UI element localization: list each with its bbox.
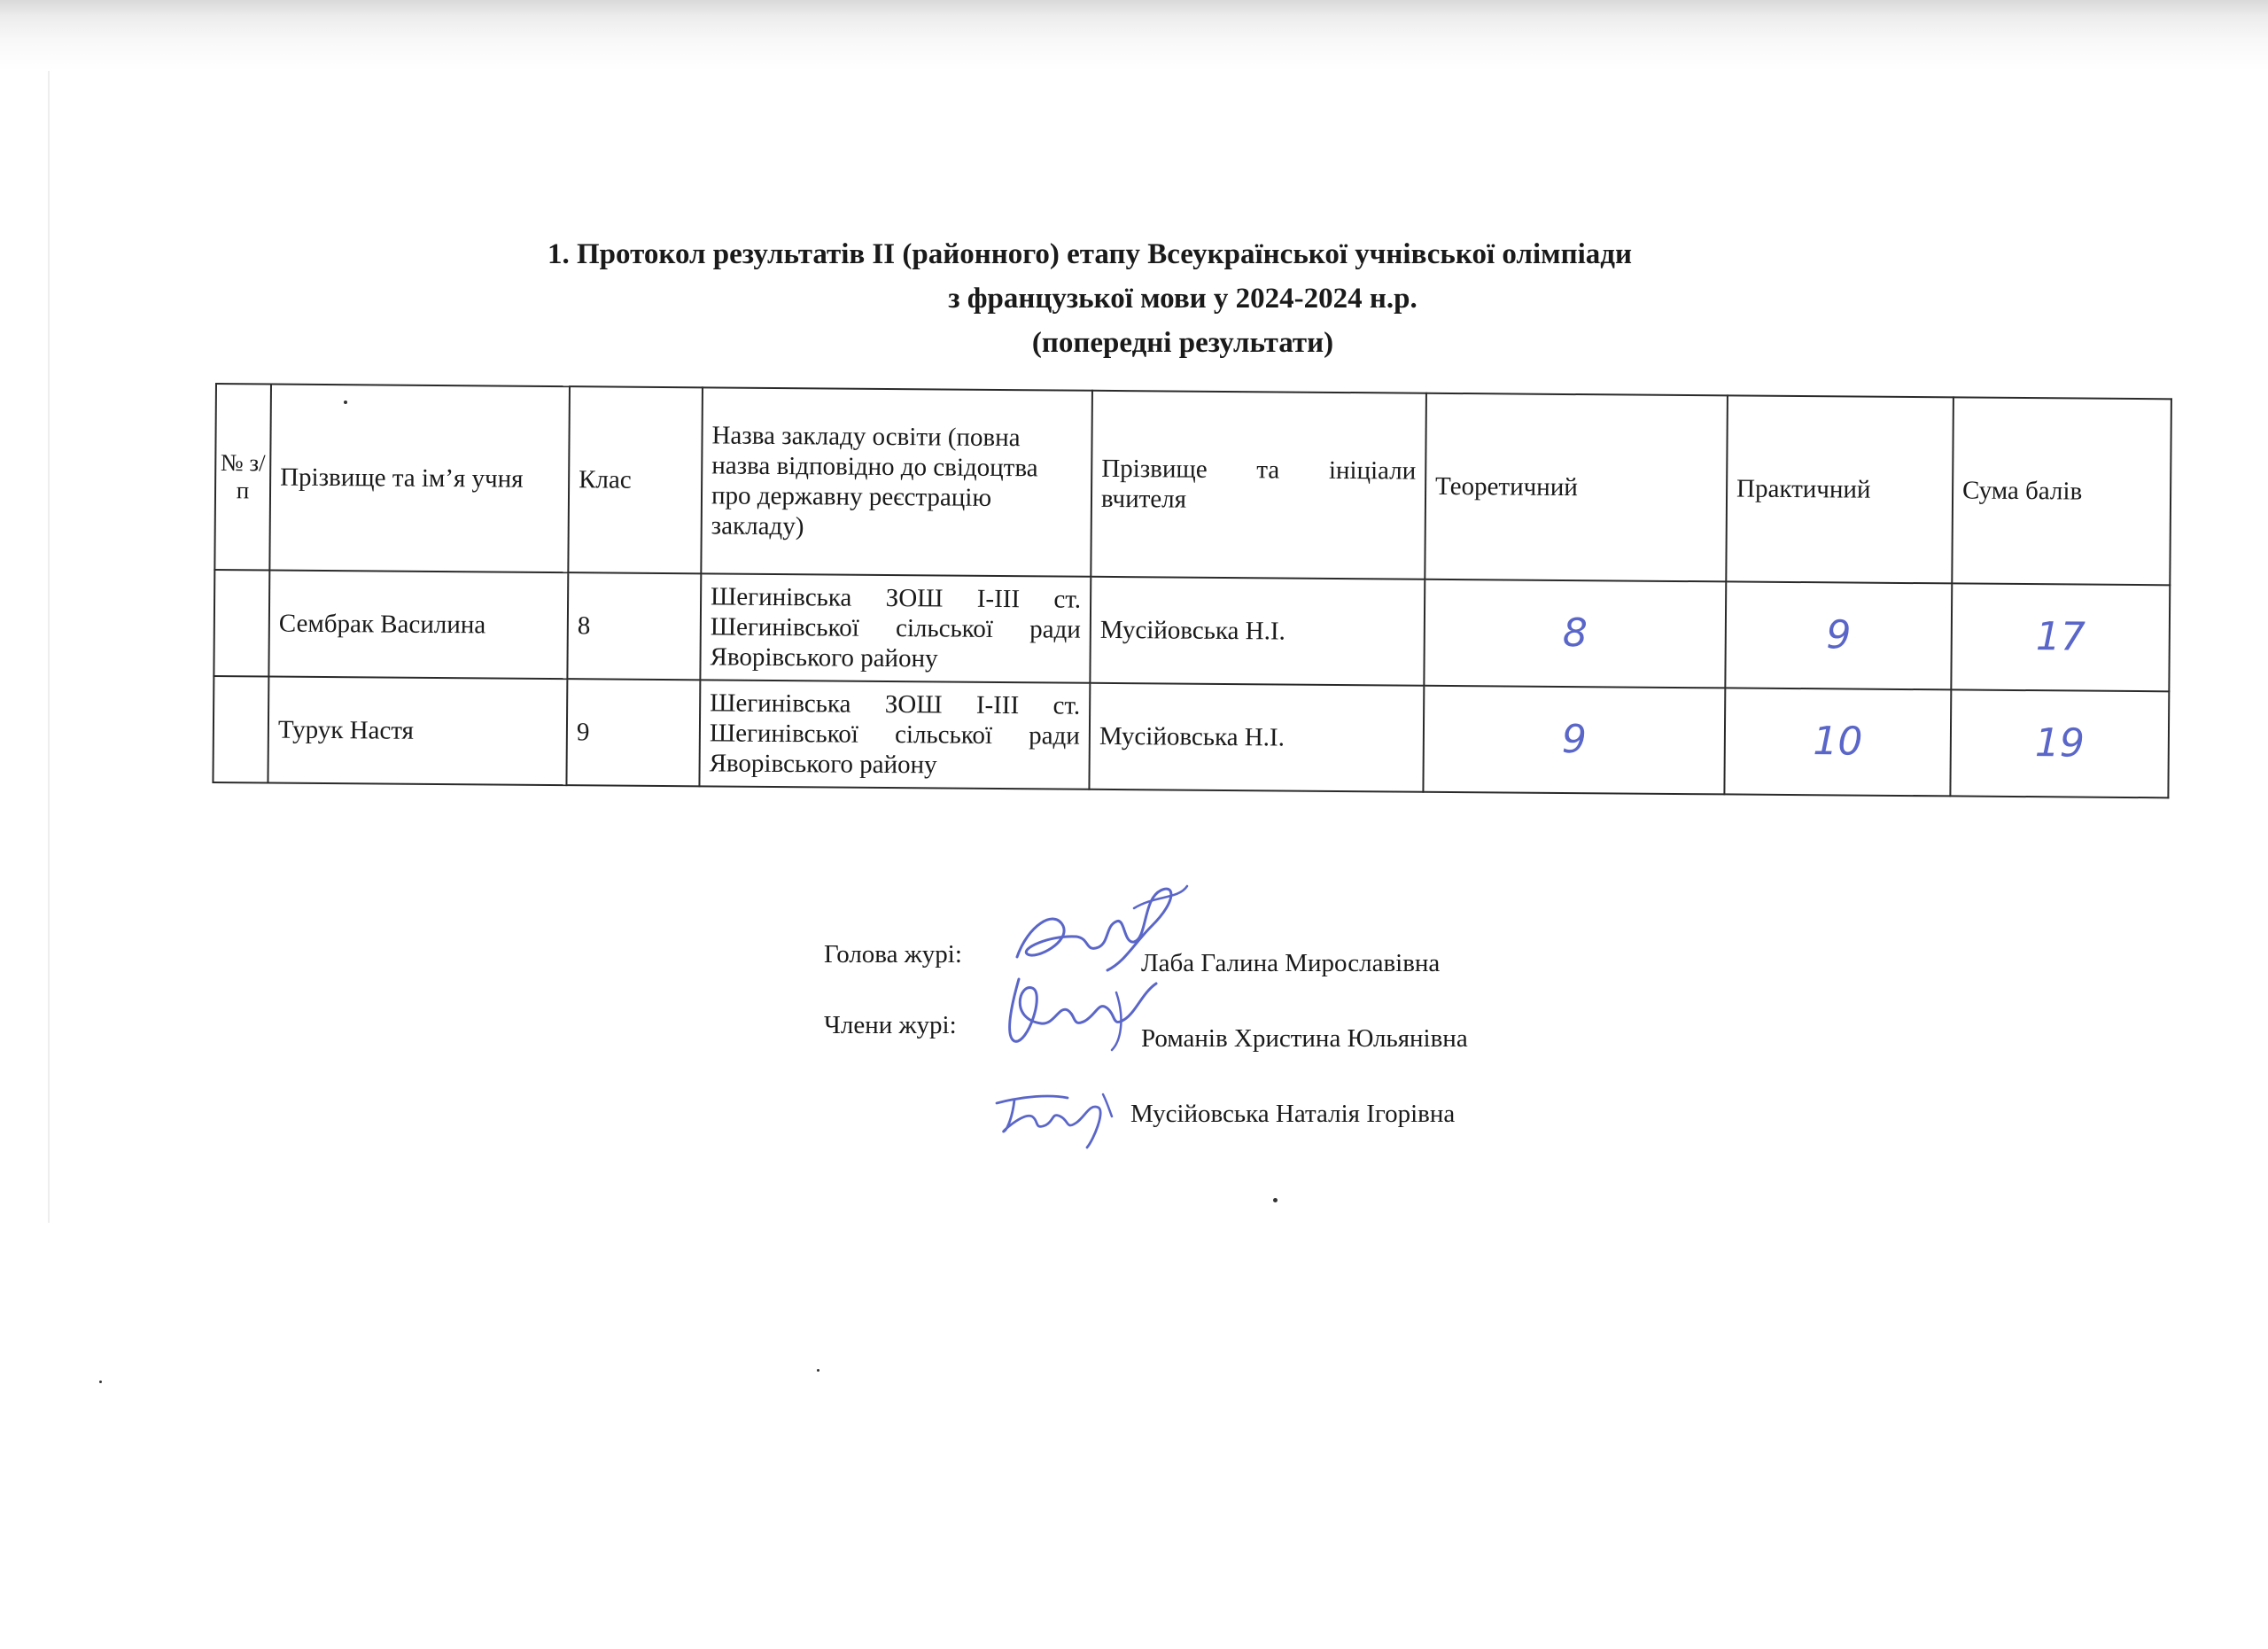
cell-theoretical-score: 9 — [1423, 686, 1725, 795]
title-line-2: з французької мови у 2024-2024 н.р. — [948, 283, 1418, 315]
jury-member-1: Романів Христина Юльянівна — [1141, 1024, 1468, 1053]
results-table — [212, 383, 2171, 798]
header-num: № з/п — [214, 384, 271, 570]
cell-theoretical-score: 8 — [1424, 579, 1726, 688]
cell-teacher: Мусійовська Н.І. — [1090, 577, 1425, 686]
cell-teacher: Мусійовська Н.І. — [1089, 683, 1424, 792]
header-practical: Практичний — [1726, 395, 1953, 583]
jury-member-2: Мусійовська Наталія Ігорівна — [1130, 1100, 1456, 1128]
header-school: Назва закладу освіти (повна назва відповідно до свідоцтва про державну реєстрацію закладу) — [701, 387, 1092, 576]
title-line-1: 1. Протокол результатів ІІ (районного) етапу Всеукраїнської учнівської олімпіади — [548, 238, 1632, 270]
table-header-row — [214, 384, 2171, 585]
page-title — [0, 232, 2268, 365]
table-row — [214, 570, 2170, 691]
table-row — [213, 676, 2169, 797]
cell-grade: 9 — [566, 679, 700, 786]
cell-grade: 8 — [567, 572, 701, 680]
cell-num — [213, 676, 268, 782]
jury-members-label: Члени журі: — [824, 1011, 957, 1039]
cell-total-score: 17 — [1951, 583, 2170, 691]
header-teacher: Прізвище та ініціали вчителя — [1091, 391, 1426, 579]
scan-speck — [99, 1381, 102, 1383]
scan-shadow-top — [0, 0, 2268, 71]
jury-head-name: Лаба Галина Мирославівна — [1141, 949, 1441, 977]
scan-speck — [1273, 1198, 1278, 1202]
header-theoretical: Теоретичний — [1425, 393, 1728, 582]
title-line-3: (попередні результати) — [1031, 327, 1334, 359]
cell-practical-score: 10 — [1724, 688, 1951, 796]
header-grade: Клас — [568, 386, 703, 573]
cell-num — [214, 570, 269, 676]
cell-school: Шегинівська ЗОШ І-ІІІ ст. Шегинівської сільської ради Яворівського району — [699, 680, 1090, 789]
scan-speck — [344, 401, 347, 404]
jury-head-label: Голова журі: — [824, 940, 962, 968]
cell-total-score: 19 — [1950, 689, 2169, 797]
signature-member-2 — [988, 1077, 1130, 1156]
cell-practical-score: 9 — [1725, 581, 1952, 689]
signature-member-1 — [992, 957, 1169, 1054]
cell-student: Турук Настя — [268, 676, 567, 785]
cell-student: Сембрак Василина — [268, 570, 568, 679]
header-student: Прізвище та ім’я учня — [269, 384, 570, 572]
scan-speck — [817, 1369, 819, 1372]
cell-school: Шегинівська ЗОШ І-ІІІ ст. Шегинівської сільської ради Яворівського району — [700, 573, 1091, 682]
header-total: Сума балів — [1952, 397, 2171, 585]
